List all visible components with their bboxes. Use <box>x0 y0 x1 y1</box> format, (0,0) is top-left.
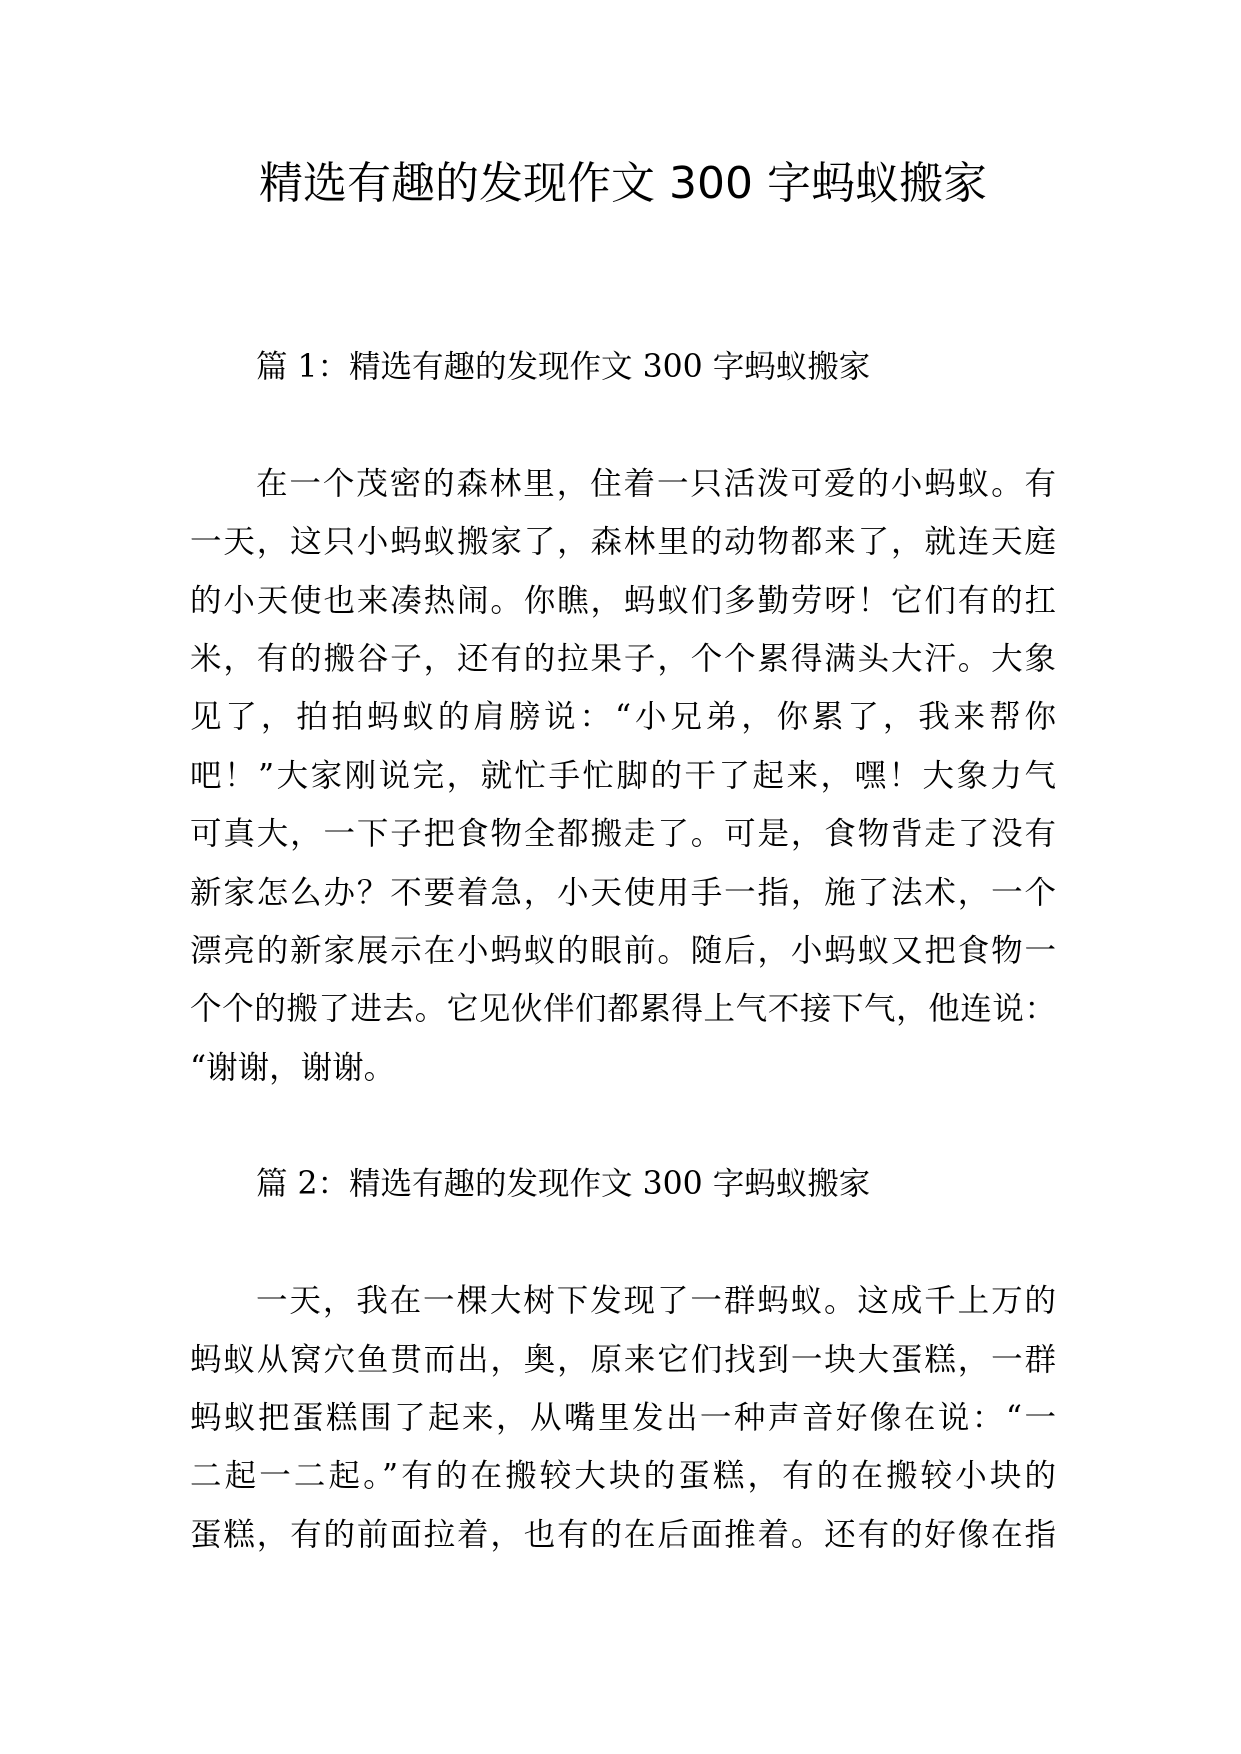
paragraph-line: 蛋糕，有的前面拉着，也有的在后面推着。还有的好像在指 <box>190 1516 1056 1553</box>
paragraph-line: 蚂蚁从窝穴鱼贯而出，奥，原来它们找到一块大蛋糕，一群 <box>190 1341 1056 1378</box>
paragraph-line: 一天，这只小蚂蚁搬家了，森林里的动物都来了，就连天庭 <box>190 524 1056 561</box>
paragraph-line: 一天，我在一棵大树下发现了一群蚂蚁。这成千上万的 <box>256 1283 1056 1320</box>
document-body <box>190 338 1056 1623</box>
paragraph <box>190 1272 1056 1564</box>
section-heading: 篇 1：精选有趣的发现作文 300 字蚂蚁搬家 <box>256 349 871 385</box>
paragraph <box>190 455 1056 1097</box>
paragraph-line: 新家怎么办？不要着急，小天使用手一指，施了法术，一个 <box>190 874 1056 911</box>
paragraph-line: 见了，拍拍蚂蚁的肩膀说：“小兄弟，你累了，我来帮你 <box>190 699 1056 736</box>
section-1 <box>190 338 1056 1097</box>
paragraph-line: 个个的搬了进去。它见伙伴们都累得上气不接下气，他连说： <box>190 991 1056 1028</box>
paragraph-line: 的小天使也来凑热闹。你瞧，蚂蚁们多勤劳呀！它们有的扛 <box>190 582 1056 619</box>
section-2 <box>190 1155 1056 1564</box>
paragraph-line: “谢谢，谢谢。 <box>190 1049 396 1086</box>
document-title: 精选有趣的发现作文 300 字蚂蚁搬家 <box>259 158 987 209</box>
paragraph-line: 可真大，一下子把食物全都搬走了。可是，食物背走了没有 <box>190 816 1056 853</box>
paragraph-line: 蚂蚁把蛋糕围了起来，从嘴里发出一种声音好像在说：“一 <box>190 1400 1056 1437</box>
paragraph-line: 吧！”大家刚说完，就忙手忙脚的干了起来，嘿！大象力气 <box>190 757 1056 794</box>
paragraph-line: 米，有的搬谷子，还有的拉果子，个个累得满头大汗。大象 <box>190 640 1056 677</box>
paragraph-line: 漂亮的新家展示在小蚂蚁的眼前。随后，小蚂蚁又把食物一 <box>190 932 1056 969</box>
paragraph-line: 在一个茂密的森林里，住着一只活泼可爱的小蚂蚁。有 <box>256 465 1056 502</box>
paragraph-line: 二起一二起。”有的在搬较大块的蛋糕，有的在搬较小块的 <box>190 1458 1056 1495</box>
section-heading: 篇 2：精选有趣的发现作文 300 字蚂蚁搬家 <box>256 1166 871 1203</box>
